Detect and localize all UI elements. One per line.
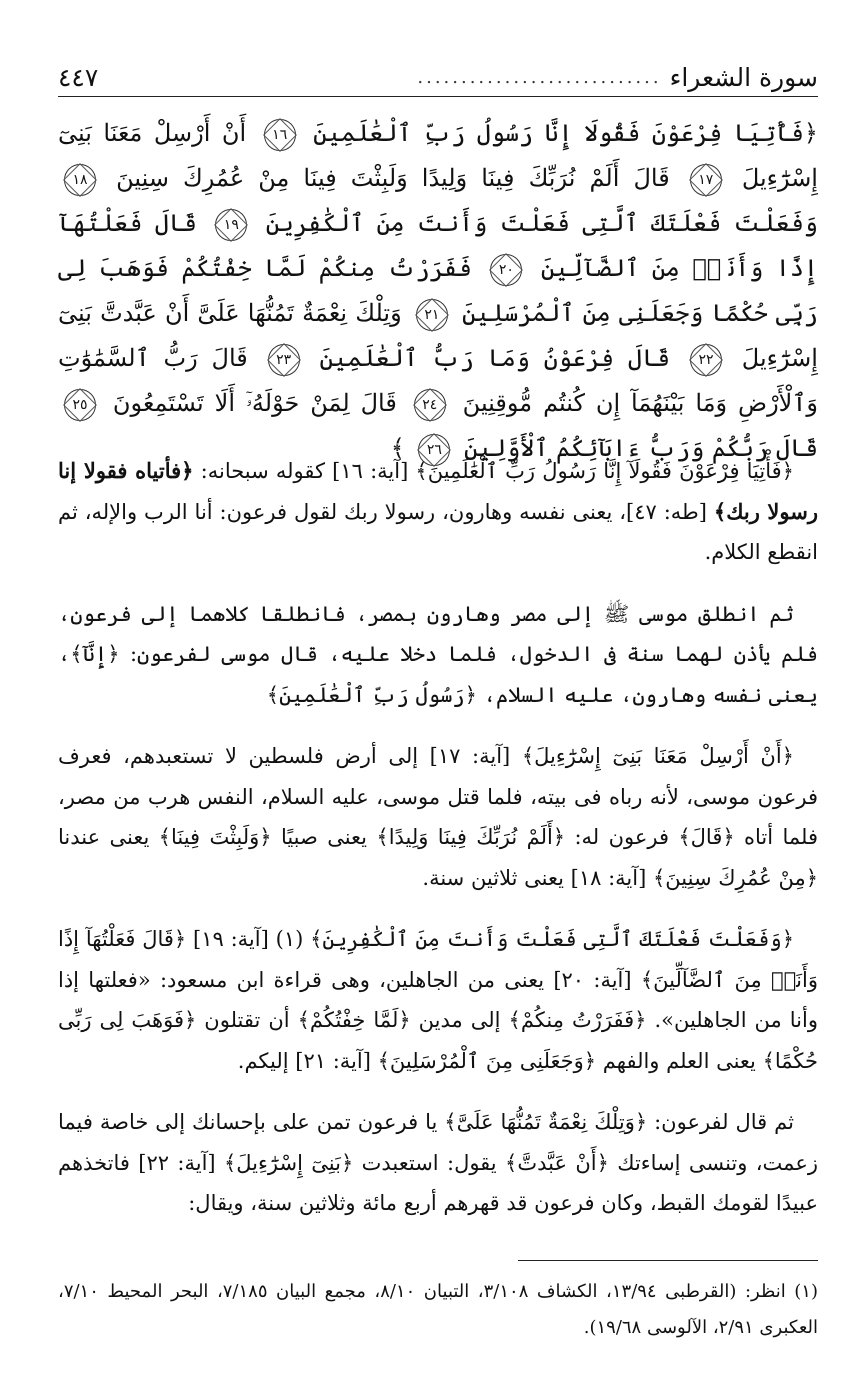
commentary-paragraph-3: ﴿أَنْ أَرْسِلْ مَعَنَا بَنِىٓ إِسْرَٰٓءِيلَ﴾ [آية: ١٧] إلى أرض فلسطين لا تستعبدهم، فعرف فرعون موسى، لأنه رباه فى بيته، فلما قتل موسى، عليه السلام، النفس هرب من مصر، فلما أتاه ﴿قَالَ﴾ فرعون له: ﴿أَلَمْ نُرَبِّكَ فِينَا وَلِيدًا﴾ يعنى صبيًا ﴿وَلَبِثْتَ فِينَا﴾ يعنى عندنا ﴿مِنْ عُمُرِكَ سِنِينَ﴾ [آية: ١٨] يعنى ثلاثين سنة. (58, 744, 818, 890)
verse-25: قَالَ لِمَنْ حَوْلَهُۥٓ أَلَا تَسْتَمِعُونَ (112, 389, 397, 417)
verse-number-marker: ٢٠ (490, 254, 522, 286)
verse-21: فَفَرَرْتُ مِنكُمْ لَمَّا خِفْتُكُمْ فَوَهَبَ لِى رَبِّى حُكْمًا وَجَعَلَنِى مِنَ ٱلْمُرْسَلِينَ (58, 254, 818, 327)
verse-number-marker: ١٦ (264, 119, 296, 151)
verse-number-marker: ١٧ (690, 164, 722, 196)
bold-quotation: ﴿فأتياه فقولا إنا رسولا ربك﴾ (58, 458, 818, 524)
verse-number-marker: ٢٤ (414, 389, 446, 421)
verse-26: قَالَ رَبُّكُمْ وَرَبُّ ءَابَآئِكُمُ ٱلْأَوَّلِينَ (464, 434, 818, 462)
quran-verses-block (58, 111, 818, 462)
page (58, 52, 818, 1338)
footnote-divider (518, 1260, 818, 1261)
commentary-paragraph-1: ﴿فَأْتِيَا فِرْعَوْنَ فَقُولَآ إِنَّا رَسُولُ رَبِّ ٱلْعَٰلَمِينَ﴾ [آية: ١٦] كقوله سبحانه: ﴿فأتياه فقولا إنا رسولا ربك﴾ [طه: ٤٧]، يعنى نفسه وهارون، رسولا ربك لقول فرعون: أنا الرب والإله، ثم انقطع الكلام. (58, 458, 818, 564)
verse-number-marker: ٢٢ (690, 344, 722, 376)
verse-number-marker: ١٩ (215, 209, 247, 241)
header-leader-dots: ............................ (417, 67, 662, 88)
verse-22: وَتِلْكَ نِعْمَةٌ تَمُنُّهَا عَلَىَّ أَنْ عَبَّدتَّ بَنِىٓ إِسْرَٰٓءِيلَ (58, 299, 818, 372)
page-number: ٤٤٧ (58, 63, 99, 92)
verse-16: ﴿فَأْتِيَا فِرْعَوْنَ فَقُولَا إِنَّا رَسُولُ رَبِّ ٱلْعَٰلَمِينَ (313, 119, 818, 147)
running-header (58, 52, 818, 97)
verse-17: أَنْ أَرْسِلْ مَعَنَا بَنِىٓ إِسْرَٰٓءِيلَ (58, 119, 818, 192)
commentary-paragraph-4: ﴿وَفَعَلْتَ فَعْلَتَكَ ٱلَّتِى فَعَلْتَ وَأَنتَ مِنَ ٱلْكَٰفِرِينَ﴾ (١) [آية: ١٩] ﴿قَالَ فَعَلْتُهَآ إِذًا وَأَنَا۠ مِنَ ٱلضَّآلِّينَ﴾ [آية: ٢٠] يعنى من الجاهلين، وهى قراءة ابن مسعود: «فعلتها إذا وأنا من الجاهلين». ﴿فَفَرَرْتُ مِنكُمْ﴾ إلى مدين ﴿لَمَّا خِفْتُكُمْ﴾ أن تقتلون ﴿فَوَهَبَ لِى رَبِّى حُكْمًا﴾ يعنى العلم والفهم ﴿وَجَعَلَنِى مِنَ ٱلْمُرْسَلِينَ﴾ [آية: ٢١] إليكم. (58, 927, 818, 1073)
verse-24: قَالَ رَبُّ ٱلسَّمَٰوَٰتِ وَٱلْأَرْضِ وَمَا بَيْنَهُمَآ إِن كُنتُم مُّوقِنِينَ (58, 344, 818, 417)
verse-18: قَالَ أَلَمْ نُرَبِّكَ فِينَا وَلِيدًا وَلَبِثْتَ فِينَا مِنْ عُمُرِكَ سِنِينَ (116, 164, 670, 192)
footnote: (١) انظر: (القرطبى ١٣/٩٤، الكشاف ٣/١٠٨، التبيان ٨/١٠، مجمع البيان ٧/١٨٥، البحر المحيط ٧/١٠، العكبرى ٢/٩١، الآلوسى ١٩/٦٨). (58, 1281, 818, 1338)
verse-number-marker: ٢٦ (418, 434, 450, 466)
verse-19: وَفَعَلْتَ فَعْلَتَكَ ٱلَّتِى فَعَلْتَ وَأَنتَ مِنَ ٱلْكَٰفِرِينَ (265, 209, 818, 237)
verse-number-marker: ٢٥ (64, 389, 96, 421)
verse-number-marker: ١٨ (64, 164, 96, 196)
verse-number-marker: ٢١ (416, 299, 448, 331)
commentary-paragraph-2: ثم انطلق موسى ﷺ إلى مصر وهارون بمصر، فانطلقا كلاهما إلى فرعون، فلم يأذن لهما سنة فى الدخول، فلما دخلا عليه، قال موسى لفرعون: ﴿إِنَّآ﴾، يعنى نفسه وهارون، عليه السلام، ﴿رَسُولُ رَبِّ ٱلْعَٰلَمِينَ﴾ (58, 601, 818, 707)
commentary-paragraph-5: ثم قال لفرعون: ﴿وَتِلْكَ نِعْمَةٌ تَمُنُّهَا عَلَىَّ﴾ يا فرعون تمن على بإحسانك إلى خاصة فيما زعمت، وتنسى إساءتك ﴿أَنْ عَبَّدتَّ﴾ يقول: استعبدت ﴿بَنِىٓ إِسْرَٰٓءِيلَ﴾ [آية: ٢٢] فاتخذهم عبيدًا لقومك القبط، وكان فرعون قد قهرهم أربع مائة وثلاثين سنة، ويقال: (58, 1110, 818, 1215)
verse-number-marker: ٢٣ (268, 344, 300, 376)
verse-20: قَالَ فَعَلْتُهَآ إِذًا وَأَنَا۠ مِنَ ٱلضَّآلِّينَ (58, 209, 818, 282)
verse-close-bracket: ﴾ (390, 434, 405, 462)
verse-23: قَالَ فِرْعَوْنُ وَمَا رَبُّ ٱلْعَٰلَمِينَ (319, 344, 671, 372)
surah-title: سورة الشعراء (669, 63, 818, 92)
